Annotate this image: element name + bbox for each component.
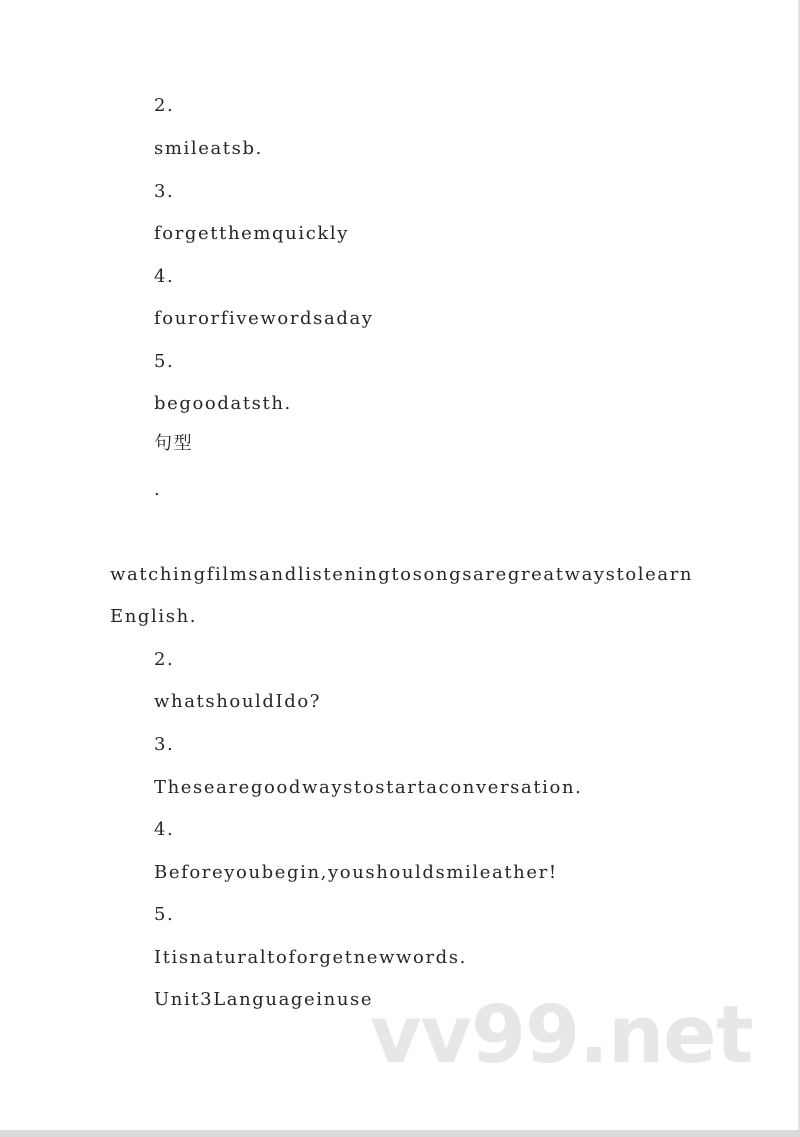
sentence-1-line-2: English. (110, 606, 198, 627)
item-number-5: 5. (154, 351, 175, 372)
sentence-what-should-i-do: whatshouldIdo? (154, 691, 322, 712)
phrase-be-good-at-sth: begoodatsth. (154, 393, 292, 414)
phrase-forget-them-quickly: forgetthemquickly (154, 223, 350, 244)
unit-heading: Unit3Languageinuse (154, 989, 374, 1010)
page-bottom-edge (0, 1130, 800, 1137)
item-number-2: 2. (154, 649, 175, 670)
sentence-1-line-1: watchingfilmsandlisteningtosongsaregreatwaystolearn (110, 564, 694, 585)
item-number-3: 3. (154, 734, 175, 755)
sentence-before-you-begin: Beforeyoubegin,youshouldsmileather! (154, 862, 558, 883)
phrase-smile-at-sb: smileatsb. (154, 138, 263, 159)
phrase-four-or-five-words-a-day: fourorfivewordsaday (154, 308, 374, 329)
sentence-good-ways-to-start: Thesearegoodwaystostartaconversation. (154, 777, 583, 798)
item-number-4: 4. (154, 819, 175, 840)
watermark: vv99.net (370, 989, 753, 1081)
item-number-3: 3. (154, 181, 175, 202)
section-heading: 句型 (154, 433, 194, 454)
sentence-it-is-natural: Itisnaturaltoforgetnewwords. (154, 947, 467, 968)
item-number-4: 4. (154, 266, 175, 287)
item-number-1-dot: . (154, 479, 162, 500)
item-number-2: 2. (154, 95, 175, 116)
item-number-5: 5. (154, 904, 175, 925)
